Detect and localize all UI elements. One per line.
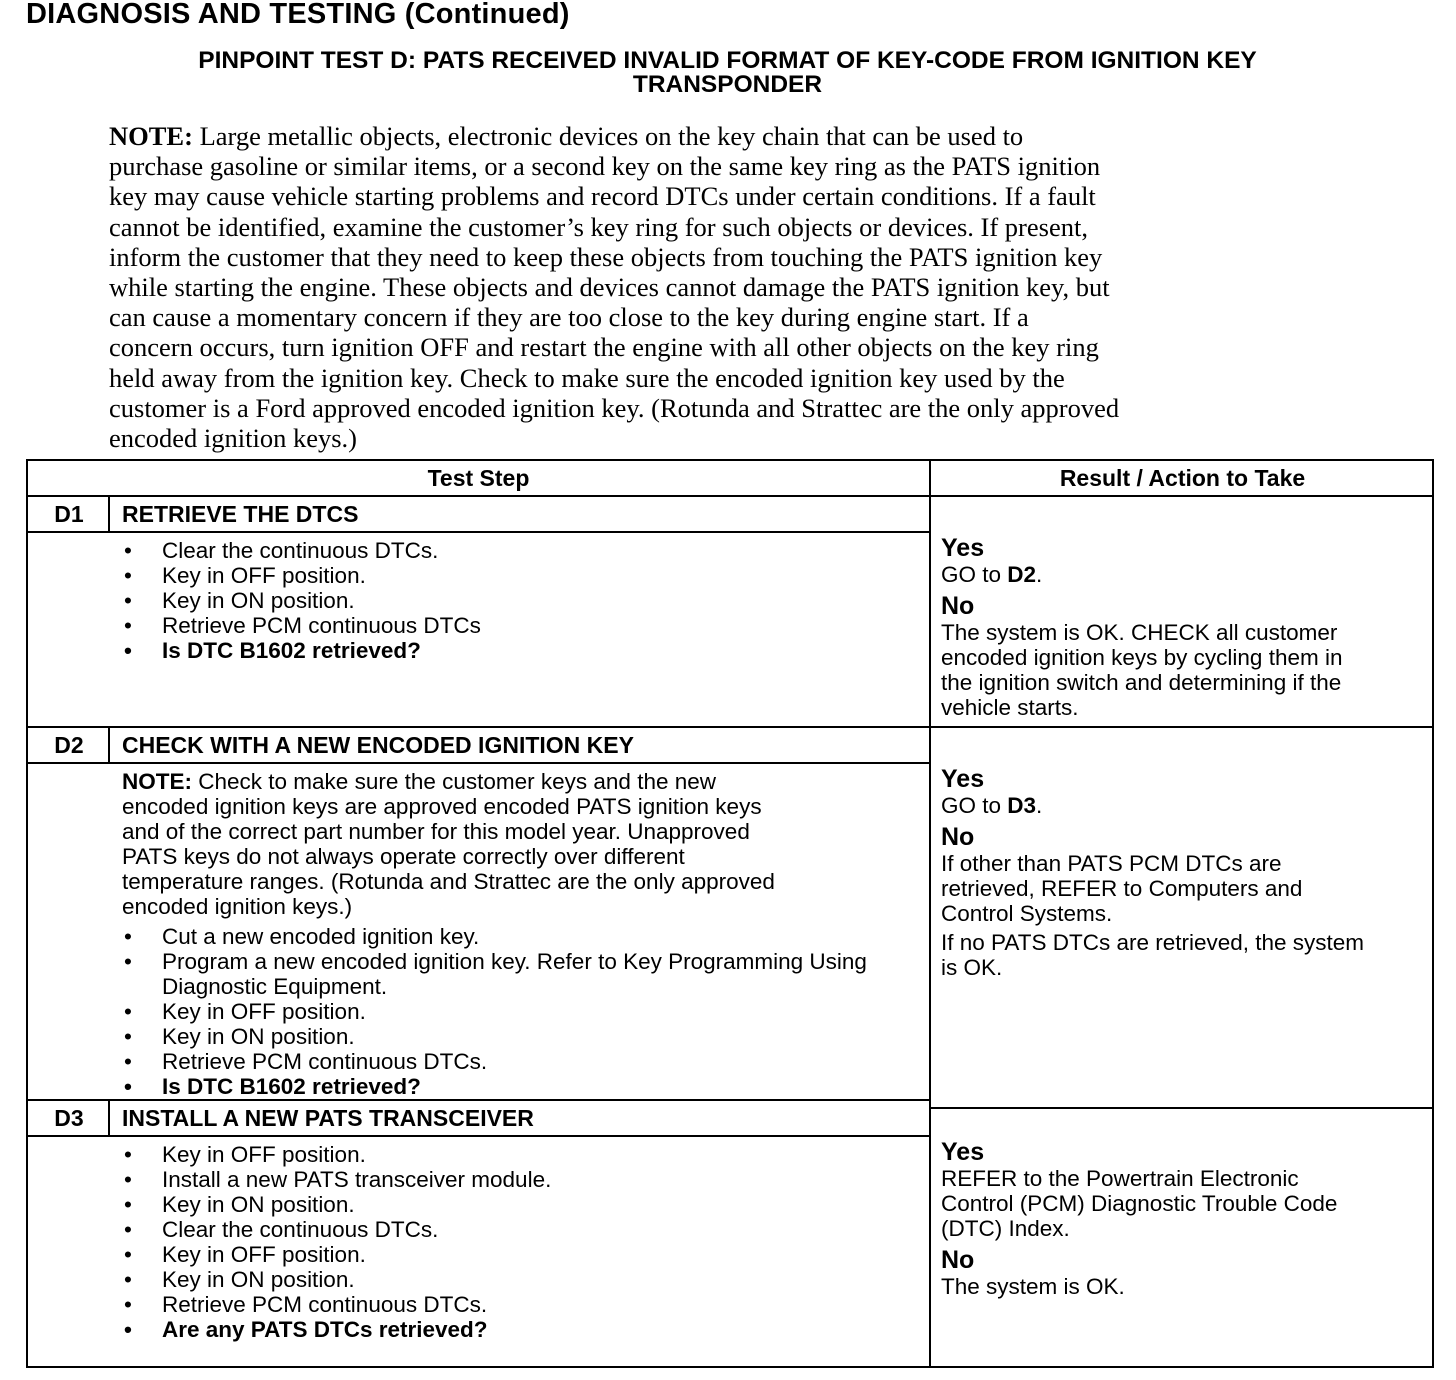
no-action-line: encoded ignition keys by cycling them in: [941, 645, 1343, 670]
column-divider: [929, 461, 931, 1366]
step-note-line: Check to make sure the customer keys and the new: [192, 769, 717, 794]
section-title: DIAGNOSIS AND TESTING (Continued): [26, 0, 570, 30]
no-action-line: Control Systems.: [941, 901, 1113, 926]
step-question: • Is DTC B1602 retrieved?: [122, 1074, 912, 1099]
step-bullet: • Key in OFF position.: [122, 563, 912, 588]
yes-action-line: REFER to the Powertrain Electronic: [941, 1166, 1299, 1191]
note-line: key may cause vehicle starting problems and record DTCs under certain conditions. If a fault: [109, 181, 1096, 212]
note-line: inform the customer that they need to keep these objects from touching the PATS ignition key: [109, 241, 1103, 272]
no-label: No: [941, 592, 975, 620]
step-bullet: • Install a new PATS transceiver module.: [122, 1167, 912, 1192]
step-id-d3: D3: [54, 1105, 84, 1131]
yes-action-target: D2: [1007, 562, 1037, 587]
yes-action-line: Control (PCM) Diagnostic Trouble Code: [941, 1191, 1338, 1216]
row-divider: [929, 1107, 1432, 1109]
yes-action-prefix: GO to: [941, 793, 1008, 818]
yes-label: Yes: [941, 534, 985, 562]
yes-action-prefix: GO to: [941, 562, 1008, 587]
note-label: NOTE:: [109, 121, 193, 151]
step-bullet: • Key in OFF position.: [122, 999, 912, 1024]
step-bullet: • Retrieve PCM continuous DTCs: [122, 613, 912, 638]
test-title-line-1: PINPOINT TEST D: PATS RECEIVED INVALID FORMAT OF KEY-CODE FROM IGNITION KEY: [198, 47, 1257, 74]
note-line: cannot be identified, examine the customer’s key ring for such objects or devices. If present,: [109, 211, 1088, 242]
step-bullet: • Key in ON position.: [122, 1192, 912, 1217]
step-bullet: • Retrieve PCM continuous DTCs.: [122, 1292, 912, 1317]
step-title-d1: RETRIEVE THE DTCS: [122, 501, 359, 527]
note-line: purchase gasoline or similar items, or a second key on the same key ring as the PATS ignition: [109, 151, 1101, 182]
note-line: Large metallic objects, electronic devices on the key chain that can be used to: [192, 121, 1024, 151]
no-action-line: is OK.: [941, 955, 1003, 980]
step-id-d1: D1: [54, 501, 84, 527]
no-action-line: the ignition switch and determining if the: [941, 670, 1342, 695]
step-bullet: • Clear the continuous DTCs.: [122, 538, 912, 563]
step-title-divider: [28, 762, 929, 764]
pinpoint-test-title: [105, 49, 1350, 97]
step-question: • Are any PATS DTCs retrieved?: [122, 1317, 912, 1342]
no-label: No: [941, 1246, 975, 1274]
step-body-d1: [122, 538, 912, 663]
step-body-d3: [122, 1142, 912, 1342]
step-bullet: • Key in OFF position.: [122, 1242, 912, 1267]
yes-action-target: D3: [1007, 793, 1037, 818]
step-id-divider: [108, 1101, 110, 1137]
step-title-d3: INSTALL A NEW PATS TRANSCEIVER: [122, 1105, 534, 1131]
step-bullet: • Program a new encoded ignition key. Refer to Key Programming Using Diagnostic Equipment.: [122, 949, 912, 999]
step-title-d2: CHECK WITH A NEW ENCODED IGNITION KEY: [122, 732, 634, 758]
step-bullet: • Clear the continuous DTCs.: [122, 1217, 912, 1242]
step-bullet: • Key in OFF position.: [122, 1142, 912, 1167]
step-body-d2: [122, 769, 912, 1099]
step-note-line: temperature ranges. (Rotunda and Strattec are the only approved: [122, 869, 775, 894]
note-line: encoded ignition keys.): [109, 423, 358, 454]
step-title-divider: [28, 531, 929, 533]
step-id-divider: [108, 497, 110, 533]
step-bullet: • Key in ON position.: [122, 588, 912, 613]
result-d3: [941, 1139, 1429, 1299]
no-action-line: retrieved, REFER to Computers and: [941, 876, 1303, 901]
yes-label: Yes: [941, 1138, 985, 1166]
step-title-divider: [28, 1135, 929, 1137]
column-header-result: Result / Action to Take: [1059, 465, 1306, 491]
step-note-label: NOTE:: [122, 769, 192, 794]
yes-action-line: (DTC) Index.: [941, 1216, 1070, 1241]
no-action-line: The system is OK. CHECK all customer: [941, 620, 1338, 645]
no-label: No: [941, 823, 975, 851]
note-paragraph: [109, 121, 1344, 453]
step-bullet: • Cut a new encoded ignition key.: [122, 924, 912, 949]
step-note-line: encoded ignition keys.): [122, 894, 353, 919]
step-note-line: PATS keys do not always operate correctly over different: [122, 844, 685, 869]
column-header-test-step: Test Step: [427, 465, 530, 491]
step-id-d2: D2: [54, 732, 84, 758]
step-note: [122, 769, 912, 919]
step-question: • Is DTC B1602 retrieved?: [122, 638, 912, 663]
step-bullet: • Retrieve PCM continuous DTCs.: [122, 1049, 912, 1074]
yes-action-suffix: .: [1036, 793, 1043, 818]
step-bullet: • Key in ON position.: [122, 1267, 912, 1292]
note-line: held away from the ignition key. Check to make sure the encoded ignition key used by the: [109, 362, 1065, 393]
no-action-line: The system is OK.: [941, 1274, 1125, 1299]
note-line: can cause a momentary concern if they are too close to the key during engine start. If a: [109, 302, 1029, 333]
yes-label: Yes: [941, 765, 985, 793]
step-note-line: and of the correct part number for this model year. Unapproved: [122, 819, 750, 844]
test-title-line-2: TRANSPONDER: [632, 71, 823, 98]
no-action-line: vehicle starts.: [941, 695, 1079, 720]
no-action-line: If no PATS DTCs are retrieved, the system: [941, 930, 1365, 955]
step-bullet: • Key in ON position.: [122, 1024, 912, 1049]
step-id-divider: [108, 728, 110, 764]
note-line: concern occurs, turn ignition OFF and restart the engine with all other objects on the key ring: [109, 332, 1099, 363]
no-action-line: If other than PATS PCM DTCs are: [941, 851, 1282, 876]
note-line: while starting the engine. These objects and devices cannot damage the PATS ignition key, but: [109, 272, 1110, 303]
result-d1: [941, 535, 1429, 720]
pinpoint-test-table: [26, 459, 1434, 1368]
note-line: customer is a Ford approved encoded ignition key. (Rotunda and Strattec are the only approved: [109, 392, 1120, 423]
result-d2: [941, 766, 1429, 980]
yes-action-suffix: .: [1036, 562, 1043, 587]
step-note-line: encoded ignition keys are approved encoded PATS ignition keys: [122, 794, 762, 819]
